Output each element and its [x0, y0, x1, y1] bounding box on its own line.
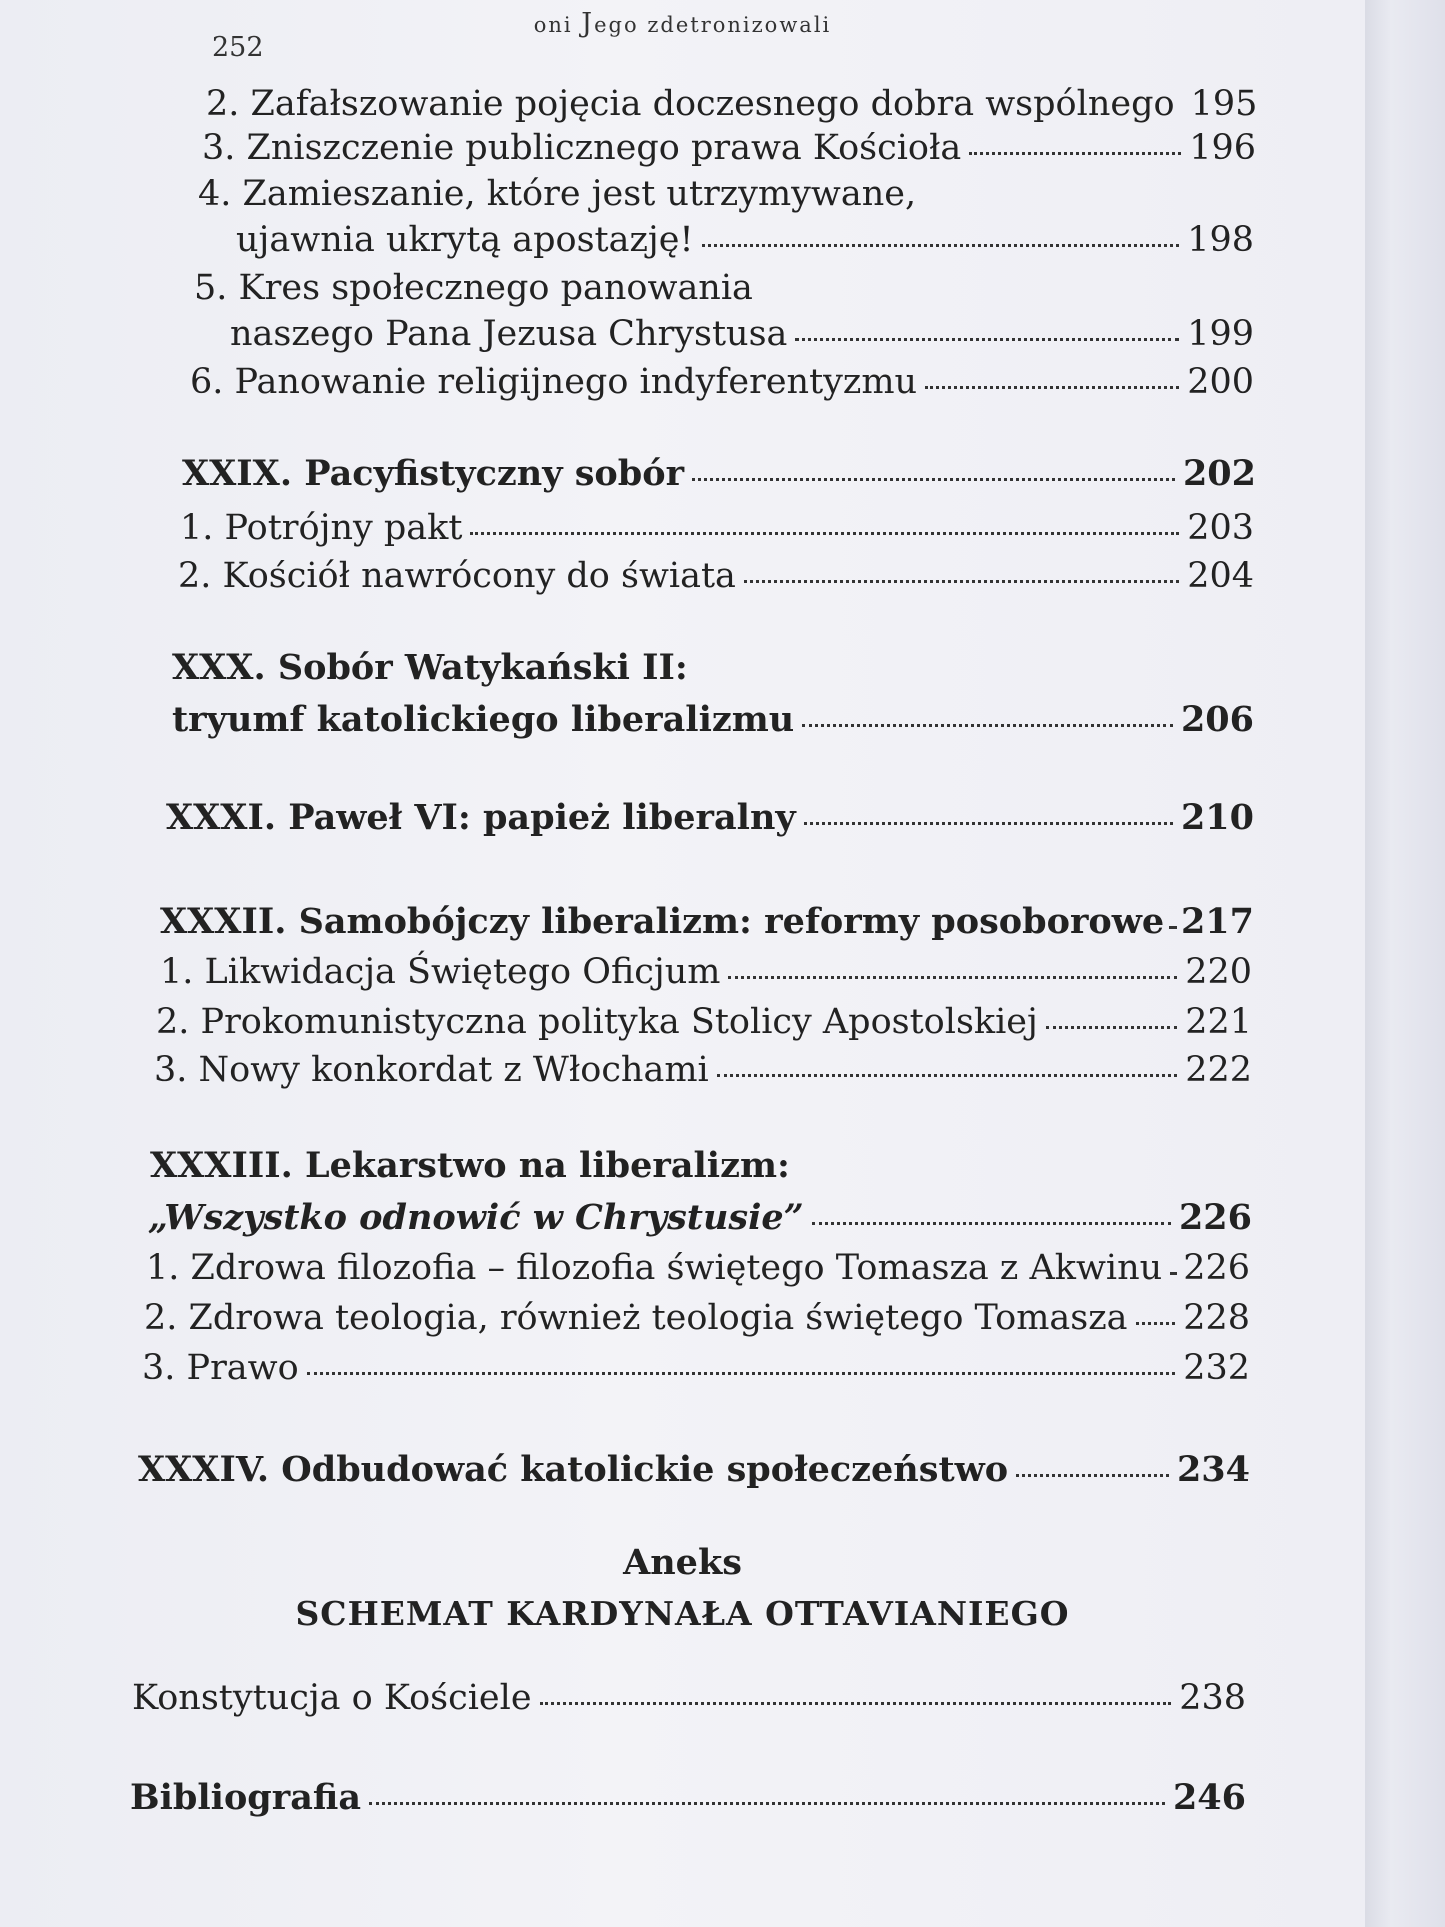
running-title-lead: oni: [533, 13, 582, 37]
toc-entry-title: 2. Kościół nawrócony do świata: [178, 556, 736, 596]
toc-chapter-page: 217: [1180, 901, 1254, 942]
toc-chapter-page: 206: [1180, 699, 1254, 740]
toc-entry-title: Konstytucja o Kościele: [132, 1678, 532, 1718]
toc-chapter-page: 202: [1182, 453, 1256, 494]
toc-entry-page: 238: [1179, 1678, 1246, 1718]
leader-dots: [744, 580, 1179, 583]
leader-dots: [307, 1372, 1175, 1375]
toc-entry[interactable]: [154, 1048, 1252, 1092]
toc-chapter[interactable]: [172, 698, 1254, 742]
toc-chapter[interactable]: [182, 452, 1256, 496]
toc-entry[interactable]: [178, 554, 1254, 598]
toc-entry-title: 1. Potrójny pakt: [180, 508, 463, 548]
toc-chapter-title: XXXII. Samobójczy liberalizm: reformy posoborowe: [160, 901, 1165, 942]
leader-dots: [702, 244, 1180, 247]
toc-entry-title: 3. Prawo: [142, 1348, 299, 1388]
toc-entry-title: 1. Likwidacja Świętego Oficjum: [160, 952, 721, 992]
toc-chapter-page: 246: [1172, 1777, 1246, 1818]
toc-entry-page: 232: [1183, 1348, 1250, 1388]
leader-dots: [925, 386, 1179, 389]
toc-chapter-title: tryumf katolickiego liberalizmu: [172, 699, 795, 740]
adjacent-page-edge: [1355, 0, 1445, 1927]
toc-entry-title: 1. Zdrowa filozofia – filozofia świętego Tomasza z Akwinu: [146, 1248, 1163, 1288]
toc-chapter-title: Bibliografia: [130, 1777, 362, 1818]
toc-chapter-page: 226: [1178, 1197, 1252, 1238]
toc-entry[interactable]: [236, 218, 1254, 262]
leader-dots: [1136, 1322, 1176, 1325]
toc-entry-page: 220: [1185, 952, 1252, 992]
toc-entry-title: naszego Pana Jezusa Chrystusa: [230, 314, 788, 354]
toc-entry-page: 195: [1190, 84, 1258, 124]
toc-entry-title: ujawnia ukrytą apostazję!: [236, 220, 694, 260]
toc-chapter-title: XXXIV. Odbudować katolickie społeczeństwo: [138, 1449, 1009, 1490]
toc-chapter[interactable]: [138, 1448, 1250, 1492]
toc-entry[interactable]: [180, 506, 1254, 550]
leader-dots: [1170, 1272, 1175, 1275]
toc-entry-page: 203: [1187, 508, 1254, 548]
leader-dots: [470, 532, 1179, 535]
leader-dots: [969, 152, 1181, 155]
toc-entry[interactable]: [144, 1296, 1250, 1340]
toc-chapter-title-line1: XXX. Sobór Watykański II:: [172, 647, 688, 688]
toc-entry[interactable]: [142, 1346, 1250, 1390]
leader-dots: [728, 976, 1177, 979]
toc-chapter-page: 210: [1180, 797, 1254, 838]
toc-entry[interactable]: [202, 126, 1256, 170]
toc-entry-page: 199: [1187, 314, 1254, 354]
toc-entry-page: 196: [1189, 128, 1256, 168]
toc-entry[interactable]: [230, 312, 1254, 356]
toc-entry-title-line1: 5. Kres społecznego panowania: [194, 268, 753, 308]
annex-heading: Aneks: [623, 1542, 742, 1583]
toc-entry-page: 228: [1183, 1298, 1250, 1338]
toc-chapter-title-line1: XXXIII. Lekarstwo na liberalizm:: [150, 1145, 790, 1186]
running-title-rest: ego zdetronizowali: [594, 13, 832, 37]
leader-dots: [1046, 1026, 1177, 1029]
page-number: 252: [212, 32, 264, 63]
toc-entry-page: 226: [1183, 1248, 1250, 1288]
toc-chapter[interactable]: [130, 1776, 1246, 1820]
toc-chapter-page: 234: [1176, 1449, 1250, 1490]
toc-entry[interactable]: [146, 1246, 1250, 1290]
leader-dots: [1016, 1474, 1169, 1477]
toc-entry-page: 198: [1187, 220, 1254, 260]
toc-entry[interactable]: [206, 82, 1256, 126]
toc-chapter[interactable]: [160, 900, 1254, 944]
toc-entry-page: 222: [1185, 1050, 1252, 1090]
leader-dots: [795, 338, 1179, 341]
toc-entry-page: 204: [1187, 556, 1254, 596]
toc-entry-page: 221: [1185, 1002, 1252, 1042]
toc-entry-title: 3. Nowy konkordat z Włochami: [154, 1050, 709, 1090]
annex-subheading: SCHEMAT KARDYNAŁA OTTAVIANIEGO: [295, 1594, 1070, 1633]
leader-dots: [1172, 926, 1173, 929]
toc-chapter-title: XXIX. Pacyfistyczny sobór: [182, 453, 685, 494]
toc-chapter-title: „Wszystko odnowić w Chrystusie”: [148, 1197, 804, 1238]
toc-entry[interactable]: [156, 1000, 1252, 1044]
toc-entry-title: 2. Prokomunistyczna polityka Stolicy Apostolskiej: [156, 1002, 1038, 1042]
toc-entry-title: 2. Zdrowa teologia, również teologia świętego Tomasza: [144, 1298, 1128, 1338]
leader-dots: [812, 1222, 1171, 1225]
running-header: [0, 8, 1365, 39]
leader-dots: [540, 1702, 1172, 1705]
toc-chapter[interactable]: [148, 1196, 1252, 1240]
toc-entry-title: 3. Zniszczenie publicznego prawa Kościoła: [202, 128, 962, 168]
toc-entry[interactable]: [132, 1676, 1246, 1720]
toc-entry[interactable]: [160, 950, 1252, 994]
toc-chapter[interactable]: [166, 796, 1254, 840]
toc-chapter-title: XXXI. Paweł VI: papież liberalny: [166, 797, 796, 838]
toc-entry-page: 200: [1187, 362, 1254, 402]
leader-dots: [804, 822, 1173, 825]
running-title-capital: J: [581, 8, 595, 39]
toc-entry[interactable]: [190, 360, 1254, 404]
toc-entry-title: 2. Zafałszowanie pojęcia doczesnego dobra wspólnego: [206, 84, 1175, 124]
toc-entry-title: 6. Panowanie religijnego indyferentyzmu: [190, 362, 918, 402]
leader-dots: [717, 1074, 1177, 1077]
leader-dots: [802, 724, 1173, 727]
leader-dots: [369, 1802, 1165, 1805]
toc-entry-title-line1: 4. Zamieszanie, które jest utrzymywane,: [198, 174, 917, 214]
leader-dots: [692, 478, 1175, 481]
